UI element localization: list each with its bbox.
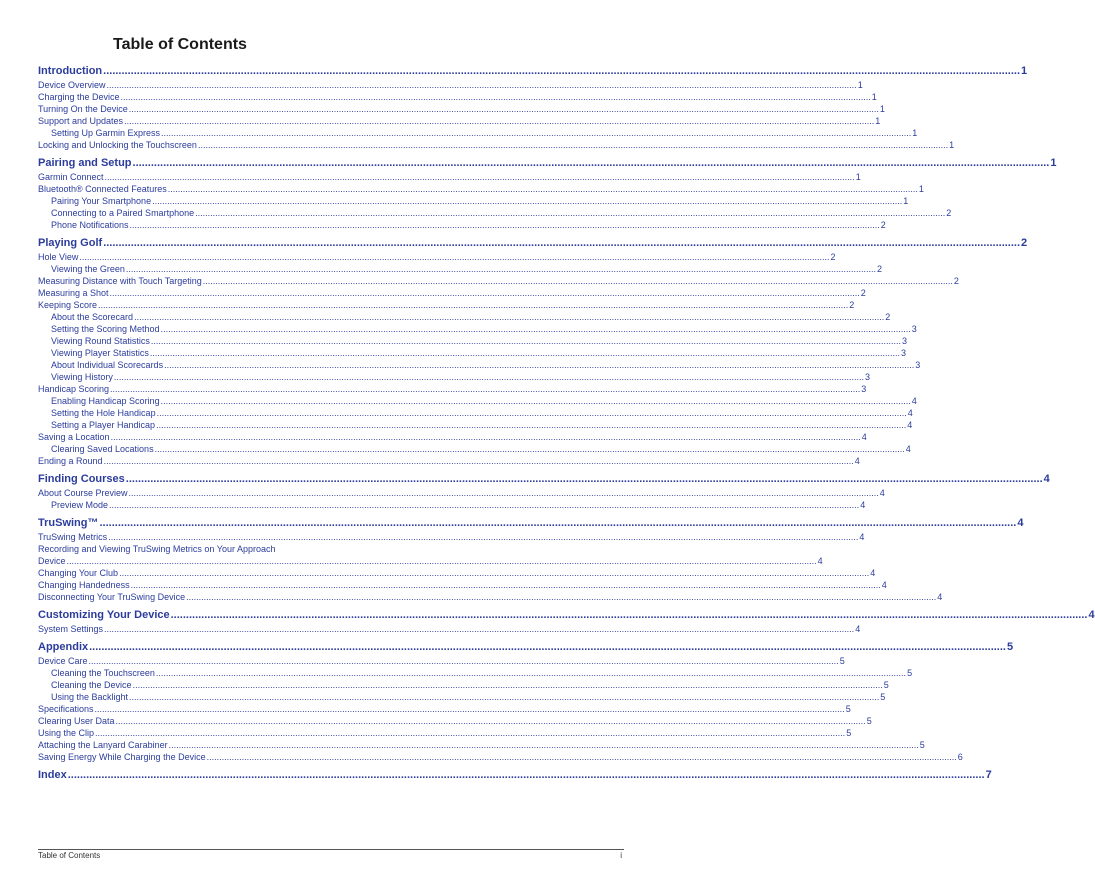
toc-page-number: 4 <box>854 456 860 466</box>
toc-entry[interactable] <box>38 263 883 275</box>
toc-entry-label: Measuring a Shot <box>38 288 109 298</box>
toc-entry-label: Introduction <box>38 65 103 77</box>
toc-entry-label: Playing Golf <box>38 237 103 249</box>
toc-page-number: 4 <box>907 420 913 430</box>
toc-entry-label: Clearing User Data <box>38 716 115 726</box>
toc-page-number: 4 <box>1043 473 1050 485</box>
toc-dot-leader: ............................................................................................................................................................................................................................................................................................................ <box>149 348 901 358</box>
toc-page-number: 4 <box>879 488 885 498</box>
toc-entry[interactable] <box>38 183 924 195</box>
toc-entry[interactable] <box>38 567 876 579</box>
toc-page-number: 3 <box>915 360 921 370</box>
toc-page-number: 1 <box>903 196 909 206</box>
toc-dot-leader: ............................................................................................................................................................................................................................................................................................................ <box>150 336 902 346</box>
toc-entry[interactable] <box>38 219 886 231</box>
toc-dot-leader: ............................................................................................................................................................................................................................................................................................................ <box>67 769 985 781</box>
footer-page-number: i <box>620 851 622 860</box>
toc-entry-label: Clearing Saved Locations <box>51 444 154 454</box>
toc-entry-label: Viewing Round Statistics <box>51 336 150 346</box>
toc-entry[interactable] <box>38 371 871 383</box>
toc-entry-label: Saving Energy While Charging the Device <box>38 752 206 762</box>
toc-chapter-entry[interactable] <box>38 607 1095 623</box>
toc-page-number: 4 <box>1088 609 1095 621</box>
toc-entry-label: Keeping Score <box>38 300 98 310</box>
toc-dot-leader: ............................................................................................................................................................................................................................................................................................................ <box>113 372 865 382</box>
toc-entry[interactable] <box>38 207 952 219</box>
toc-entry[interactable] <box>38 691 886 703</box>
toc-dot-leader: ............................................................................................................................................................................................................................................................................................................ <box>88 656 839 666</box>
toc-entry[interactable] <box>38 335 908 347</box>
toc-entry-label: Connecting to a Paired Smartphone <box>51 208 195 218</box>
toc-entry[interactable] <box>38 195 909 207</box>
toc-page-number: 2 <box>880 220 886 230</box>
toc-entry[interactable] <box>38 487 885 499</box>
toc-entry[interactable] <box>38 395 917 407</box>
toc-page-number: 4 <box>1017 517 1024 529</box>
toc-entry[interactable] <box>38 443 911 455</box>
toc-entry[interactable] <box>38 715 872 727</box>
toc-entry[interactable] <box>38 655 845 667</box>
toc-dot-leader: ............................................................................................................................................................................................................................................................................................................ <box>156 420 907 430</box>
toc-page-number: 1 <box>949 140 955 150</box>
toc-page-number: 4 <box>881 580 887 590</box>
toc-entry-label: Viewing History <box>51 372 113 382</box>
toc-dot-leader: ............................................................................................................................................................................................................................................................................................................ <box>120 92 871 102</box>
toc-entry-label: Recording and Viewing TruSwing Metrics on Your Approach <box>38 544 276 554</box>
toc-dot-leader: ............................................................................................................................................................................................................................................................................................................ <box>79 252 830 262</box>
toc-page-number: 5 <box>907 668 913 678</box>
toc-dot-leader: ............................................................................................................................................................................................................................................................................................................ <box>129 692 880 702</box>
toc-dot-leader: ............................................................................................................................................................................................................................................................................................................ <box>160 396 911 406</box>
toc-dot-leader: ............................................................................................................................................................................................................................................................................................................ <box>110 384 861 394</box>
toc-entry-label: Changing Your Club <box>38 568 119 578</box>
toc-dot-leader: ............................................................................................................................................................................................................................................................................................................ <box>66 556 817 566</box>
toc-entry[interactable] <box>38 323 917 335</box>
toc-page-number: 2 <box>849 300 855 310</box>
toc-entry-label: Appendix <box>38 641 89 653</box>
toc-page-number: 5 <box>866 716 872 726</box>
toc-page-number: 1 <box>857 80 863 90</box>
toc-page-number: 4 <box>905 444 911 454</box>
toc-dot-leader: ............................................................................................................................................................................................................................................................................................................ <box>103 237 1021 249</box>
toc-entry[interactable] <box>38 703 851 715</box>
toc-entry[interactable] <box>38 311 891 323</box>
toc-entry[interactable] <box>38 103 885 115</box>
toc-entry-label: Ending a Round <box>38 456 103 466</box>
toc-dot-leader: ............................................................................................................................................................................................................................................................................................................ <box>115 716 866 726</box>
toc-entry-label: Support and Updates <box>38 116 124 126</box>
toc-entry-label: Specifications <box>38 704 94 714</box>
toc-entry-label: About the Scorecard <box>51 312 134 322</box>
toc-dot-leader: ............................................................................................................................................................................................................................................................................................................ <box>125 473 1043 485</box>
toc-entry[interactable] <box>38 499 866 511</box>
toc-dot-leader: ............................................................................................................................................................................................................................................................................................................ <box>132 157 1050 169</box>
toc-dot-leader: ............................................................................................................................................................................................................................................................................................................ <box>103 456 854 466</box>
toc-entry[interactable] <box>38 91 877 103</box>
toc-entry[interactable] <box>38 127 918 139</box>
toc-page-number: 7 <box>985 769 992 781</box>
toc-entry[interactable] <box>38 555 823 567</box>
toc-entry-label: Garmin Connect <box>38 172 104 182</box>
toc-entry-label: Setting the Hole Handicap <box>51 408 156 418</box>
toc-entry-label: Saving a Location <box>38 432 110 442</box>
toc-entry-label: Customizing Your Device <box>38 609 170 621</box>
toc-entry[interactable] <box>38 531 865 543</box>
toc-page-number: 2 <box>946 208 952 218</box>
toc-entry-label: Pairing and Setup <box>38 157 132 169</box>
toc-page-number: 4 <box>859 532 865 542</box>
toc-entry[interactable] <box>38 383 867 395</box>
footer-section-label: Table of Contents <box>38 851 101 860</box>
toc-entry-label: Enabling Handicap Scoring <box>51 396 160 406</box>
toc-dot-leader: ............................................................................................................................................................................................................................................................................................................ <box>119 568 870 578</box>
toc-chapter-entry[interactable] <box>38 235 1028 251</box>
toc-dot-leader: ............................................................................................................................................................................................................................................................................................................ <box>99 517 1017 529</box>
toc-entry-label: About Individual Scorecards <box>51 360 164 370</box>
toc-entry[interactable] <box>38 275 959 287</box>
toc-entry[interactable] <box>38 591 943 603</box>
toc-dot-leader: ............................................................................................................................................................................................................................................................................................................ <box>125 264 877 274</box>
toc-entry-label: TruSwing Metrics <box>38 532 108 542</box>
toc-entry[interactable] <box>38 751 963 763</box>
toc-chapter-entry[interactable] <box>38 471 1050 487</box>
toc-entry-label: Phone Notifications <box>51 220 129 230</box>
toc-dot-leader: ............................................................................................................................................................................................................................................................................................................ <box>106 80 857 90</box>
toc-page-number: 3 <box>861 384 867 394</box>
toc-page-number: 1 <box>918 184 924 194</box>
toc-page-number: 1 <box>879 104 885 114</box>
toc-dot-leader: ............................................................................................................................................................................................................................................................................................................ <box>108 532 859 542</box>
toc-entry-label: Disconnecting Your TruSwing Device <box>38 592 186 602</box>
toc-dot-leader: ............................................................................................................................................................................................................................................................................................................ <box>152 196 903 206</box>
toc-dot-leader: ............................................................................................................................................................................................................................................................................................................ <box>124 116 875 126</box>
toc-page-number: 3 <box>902 336 908 346</box>
toc-entry-label: Finding Courses <box>38 473 125 485</box>
toc-dot-leader: ............................................................................................................................................................................................................................................................................................................ <box>94 704 845 714</box>
toc-page-number: 2 <box>830 252 836 262</box>
table-of-contents <box>38 63 1095 783</box>
toc-entry-label: Preview Mode <box>51 500 109 510</box>
toc-page-number: 1 <box>875 116 881 126</box>
toc-entry[interactable] <box>38 359 921 371</box>
toc-dot-leader: ............................................................................................................................................................................................................................................................................................................ <box>130 580 881 590</box>
toc-entry-label: Setting a Player Handicap <box>51 420 156 430</box>
toc-entry-label: Using the Clip <box>38 728 95 738</box>
toc-entry-label: Index <box>38 769 67 781</box>
toc-page-number: 4 <box>911 396 917 406</box>
toc-dot-leader: ............................................................................................................................................................................................................................................................................................................ <box>161 128 912 138</box>
toc-entry-label: Cleaning the Device <box>51 680 132 690</box>
toc-entry-label: Changing Handedness <box>38 580 130 590</box>
toc-dot-leader: ............................................................................................................................................................................................................................................................................................................ <box>186 592 937 602</box>
toc-entry-label: Attaching the Lanyard Carabiner <box>38 740 168 750</box>
toc-page-number: 4 <box>937 592 943 602</box>
toc-entry-label: Locking and Unlocking the Touchscreen <box>38 140 197 150</box>
toc-chapter-entry[interactable] <box>38 155 1057 171</box>
toc-entry-label: Setting the Scoring Method <box>51 324 160 334</box>
toc-dot-leader: ............................................................................................................................................................................................................................................................................................................ <box>128 488 879 498</box>
toc-dot-leader: ............................................................................................................................................................................................................................................................................................................ <box>98 300 849 310</box>
toc-dot-leader: ............................................................................................................................................................................................................................................................................................................ <box>155 668 907 678</box>
toc-dot-leader: ............................................................................................................................................................................................................................................................................................................ <box>160 324 911 334</box>
footer-divider <box>38 849 624 850</box>
page-title: Table of Contents <box>113 36 247 53</box>
toc-dot-leader: ............................................................................................................................................................................................................................................................................................................ <box>197 140 949 150</box>
toc-entry[interactable] <box>38 299 855 311</box>
toc-page-number: 3 <box>901 348 907 358</box>
toc-chapter-entry[interactable] <box>38 515 1024 531</box>
toc-entry[interactable] <box>38 79 863 91</box>
toc-dot-leader: ............................................................................................................................................................................................................................................................................................................ <box>156 408 907 418</box>
toc-dot-leader: ............................................................................................................................................................................................................................................................................................................ <box>109 288 860 298</box>
toc-dot-leader: ............................................................................................................................................................................................................................................................................................................ <box>110 432 861 442</box>
toc-entry[interactable] <box>38 115 881 127</box>
toc-dot-leader: ............................................................................................................................................................................................................................................................................................................ <box>109 500 860 510</box>
toc-entry-label: Cleaning the Touchscreen <box>51 668 155 678</box>
toc-entry-label: Charging the Device <box>38 92 120 102</box>
toc-page-number: 4 <box>861 432 867 442</box>
toc-entry[interactable] <box>38 287 866 299</box>
toc-entry[interactable] <box>38 347 907 359</box>
toc-dot-leader: ............................................................................................................................................................................................................................................................................................................ <box>89 641 1006 653</box>
toc-page-number: 6 <box>957 752 963 762</box>
toc-page-number: 3 <box>911 324 917 334</box>
toc-page-number: 4 <box>860 500 866 510</box>
toc-dot-leader: ............................................................................................................................................................................................................................................................................................................ <box>202 276 953 286</box>
toc-page-number: 5 <box>1006 641 1014 653</box>
toc-entry[interactable] <box>38 579 887 591</box>
toc-chapter-entry[interactable] <box>38 639 1014 655</box>
toc-entry[interactable] <box>38 455 860 467</box>
toc-entry[interactable] <box>38 543 323 555</box>
toc-dot-leader: ............................................................................................................................................................................................................................................................................................................ <box>103 65 1021 77</box>
toc-page-number: 1 <box>1050 157 1057 169</box>
toc-page-number: 1 <box>855 172 861 182</box>
toc-entry[interactable] <box>38 623 861 635</box>
toc-page-number: 5 <box>919 740 925 750</box>
toc-entry-label: Setting Up Garmin Express <box>51 128 161 138</box>
toc-entry[interactable] <box>38 419 913 431</box>
toc-entry-label: Measuring Distance with Touch Targeting <box>38 276 202 286</box>
toc-entry[interactable] <box>38 171 861 183</box>
toc-page-number: 1 <box>1021 65 1028 77</box>
toc-page-number: 5 <box>846 728 852 738</box>
toc-dot-leader: ............................................................................................................................................................................................................................................................................................................ <box>170 609 1088 621</box>
toc-dot-leader: ............................................................................................................................................................................................................................................................................................................ <box>104 172 855 182</box>
toc-entry-label: Viewing the Green <box>51 264 125 274</box>
toc-dot-leader: ............................................................................................................................................................................................................................................................................................................ <box>168 740 919 750</box>
toc-entry-label: System Settings <box>38 624 104 634</box>
toc-page-number: 5 <box>845 704 851 714</box>
toc-entry[interactable] <box>38 431 867 443</box>
toc-page-number: 2 <box>1021 237 1028 249</box>
toc-page-number: 4 <box>907 408 913 418</box>
toc-page-number: 1 <box>871 92 877 102</box>
toc-chapter-entry[interactable] <box>38 63 1028 79</box>
toc-entry[interactable] <box>38 679 889 691</box>
toc-dot-leader: ............................................................................................................................................................................................................................................................................................................ <box>95 728 846 738</box>
toc-entry-label: Handicap Scoring <box>38 384 110 394</box>
toc-dot-leader: ............................................................................................................................................................................................................................................................................................................ <box>164 360 915 370</box>
toc-page-number: 5 <box>839 656 845 666</box>
toc-dot-leader: ............................................................................................................................................................................................................................................................................................................ <box>154 444 905 454</box>
toc-chapter-entry[interactable] <box>38 767 992 783</box>
toc-page-number: 5 <box>880 692 886 702</box>
toc-entry[interactable] <box>38 727 852 739</box>
toc-entry-label: Device Overview <box>38 80 106 90</box>
toc-page-number: 4 <box>855 624 861 634</box>
toc-entry[interactable] <box>38 667 913 679</box>
toc-page-number: 4 <box>817 556 823 566</box>
toc-entry-label: Viewing Player Statistics <box>51 348 149 358</box>
toc-entry[interactable] <box>38 407 913 419</box>
toc-page-number: 2 <box>860 288 866 298</box>
toc-page-number: 1 <box>912 128 918 138</box>
toc-entry-label: Hole View <box>38 252 79 262</box>
toc-entry-label: About Course Preview <box>38 488 128 498</box>
toc-entry-label: Device Care <box>38 656 88 666</box>
toc-page-number: 2 <box>877 264 883 274</box>
toc-dot-leader: ............................................................................................................................................................................................................................................................................................................ <box>132 680 883 690</box>
toc-dot-leader: ............................................................................................................................................................................................................................................................................................................ <box>134 312 885 322</box>
toc-entry[interactable] <box>38 739 925 751</box>
toc-entry-label: Turning On the Device <box>38 104 128 114</box>
toc-page-number: 2 <box>885 312 891 322</box>
toc-entry-label: TruSwing™ <box>38 517 99 529</box>
toc-page-number: 4 <box>870 568 876 578</box>
toc-dot-leader: ............................................................................................................................................................................................................................................................................................................ <box>128 104 879 114</box>
toc-dot-leader: ............................................................................................................................................................................................................................................................................................................ <box>195 208 946 218</box>
toc-entry[interactable] <box>38 251 836 263</box>
toc-dot-leader: ............................................................................................................................................................................................................................................................................................................ <box>104 624 855 634</box>
toc-page-number: 2 <box>953 276 959 286</box>
toc-page-number: 3 <box>865 372 871 382</box>
toc-entry-label: Device <box>38 556 66 566</box>
toc-entry[interactable] <box>38 139 955 151</box>
toc-dot-leader: ............................................................................................................................................................................................................................................................................................................ <box>129 220 880 230</box>
toc-entry-label: Bluetooth® Connected Features <box>38 184 167 194</box>
toc-entry-label: Pairing Your Smartphone <box>51 196 152 206</box>
toc-page-number: 5 <box>883 680 889 690</box>
toc-entry-label: Using the Backlight <box>51 692 129 702</box>
toc-dot-leader: ............................................................................................................................................................................................................................................................................................................ <box>167 184 918 194</box>
toc-dot-leader: ............................................................................................................................................................................................................................................................................................................ <box>206 752 957 762</box>
